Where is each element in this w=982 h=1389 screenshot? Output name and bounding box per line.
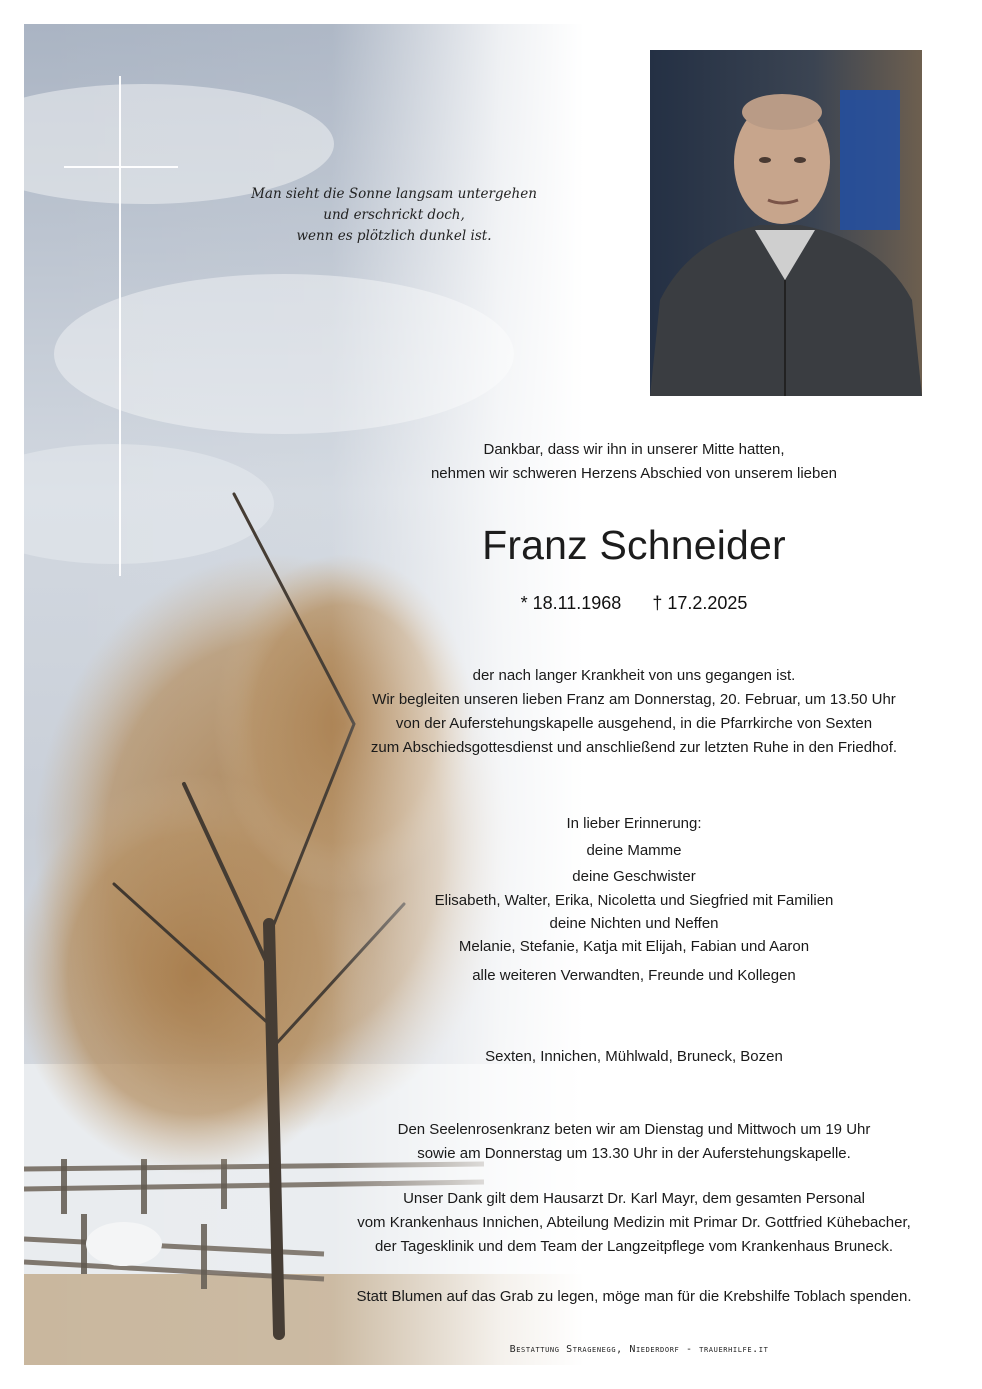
intro-line: nehmen wir schweren Herzens Abschied von unserem lieben bbox=[430, 465, 838, 482]
mourner-line: Melanie, Stefanie, Katja mit Elijah, Fabian und Aaron bbox=[458, 938, 810, 955]
funeral-line: der nach langer Krankheit von uns gegangen ist. bbox=[472, 667, 796, 684]
deceased-name: Franz Schneider bbox=[482, 522, 786, 568]
places: Sexten, Innichen, Mühlwald, Bruneck, Bozen bbox=[485, 1048, 783, 1065]
cross-icon bbox=[119, 76, 121, 576]
intro-text bbox=[344, 438, 924, 486]
quote-line: Man sieht die Sonne langsam untergehen bbox=[251, 186, 537, 202]
funeral-line: von der Auferstehungskapelle ausgehend, in die Pfarrkirche von Sexten bbox=[395, 715, 873, 732]
death-date: † 17.2.2025 bbox=[652, 593, 748, 613]
funeral-home-footer: Bestattung Stragenegg, Niederdorf - trauerhilfe.it bbox=[509, 1344, 769, 1355]
mourner-line: alle weiteren Verwandten, Freunde und Kollegen bbox=[472, 967, 796, 984]
mourner-line: deine Mamme bbox=[586, 841, 682, 859]
rosary-info bbox=[344, 1118, 924, 1166]
thanks-text bbox=[344, 1187, 924, 1259]
quote-line: wenn es plötzlich dunkel ist. bbox=[296, 228, 492, 244]
birth-date: * 18.11.1968 bbox=[520, 593, 622, 613]
thanks-line: Unser Dank gilt dem Hausarzt Dr. Karl Mayr, dem gesamten Personal bbox=[403, 1190, 865, 1207]
mourner-line: deine Nichten und Neffen bbox=[549, 914, 719, 932]
mourner-line: Elisabeth, Walter, Erika, Nicoletta und Siegfried mit Familien bbox=[434, 891, 834, 909]
quote bbox=[249, 184, 539, 247]
obituary-card bbox=[24, 24, 958, 1365]
quote-line: und erschrickt doch, bbox=[323, 207, 465, 223]
mourners-heading: In lieber Erinnerung: bbox=[566, 815, 702, 832]
funeral-info bbox=[344, 664, 924, 760]
thanks-line: der Tagesklinik und dem Team der Langzeitpflege vom Krankenhaus Bruneck. bbox=[374, 1238, 894, 1255]
intro-line: Dankbar, dass wir ihn in unserer Mitte hatten, bbox=[483, 441, 785, 458]
donation-note: Statt Blumen auf das Grab zu legen, möge man für die Krebshilfe Toblach spenden. bbox=[356, 1288, 912, 1305]
rosary-line: sowie am Donnerstag um 13.30 Uhr in der Auferstehungskapelle. bbox=[417, 1145, 851, 1162]
cross-icon-bar bbox=[64, 166, 178, 168]
funeral-line: zum Abschiedsgottesdienst und anschließend zur letzten Ruhe in den Friedhof. bbox=[370, 739, 898, 756]
rosary-line: Den Seelenrosenkranz beten wir am Dienstag und Mittwoch um 19 Uhr bbox=[397, 1121, 871, 1138]
life-dates bbox=[344, 590, 924, 616]
mourner-line: deine Geschwister bbox=[572, 868, 696, 885]
portrait-photo bbox=[650, 50, 922, 396]
thanks-line: vom Krankenhaus Innichen, Abteilung Medizin mit Primar Dr. Gottfried Kühebacher, bbox=[357, 1214, 911, 1231]
mourners-list bbox=[344, 811, 924, 990]
funeral-line: Wir begleiten unseren lieben Franz am Donnerstag, 20. Februar, um 13.50 Uhr bbox=[372, 691, 896, 708]
